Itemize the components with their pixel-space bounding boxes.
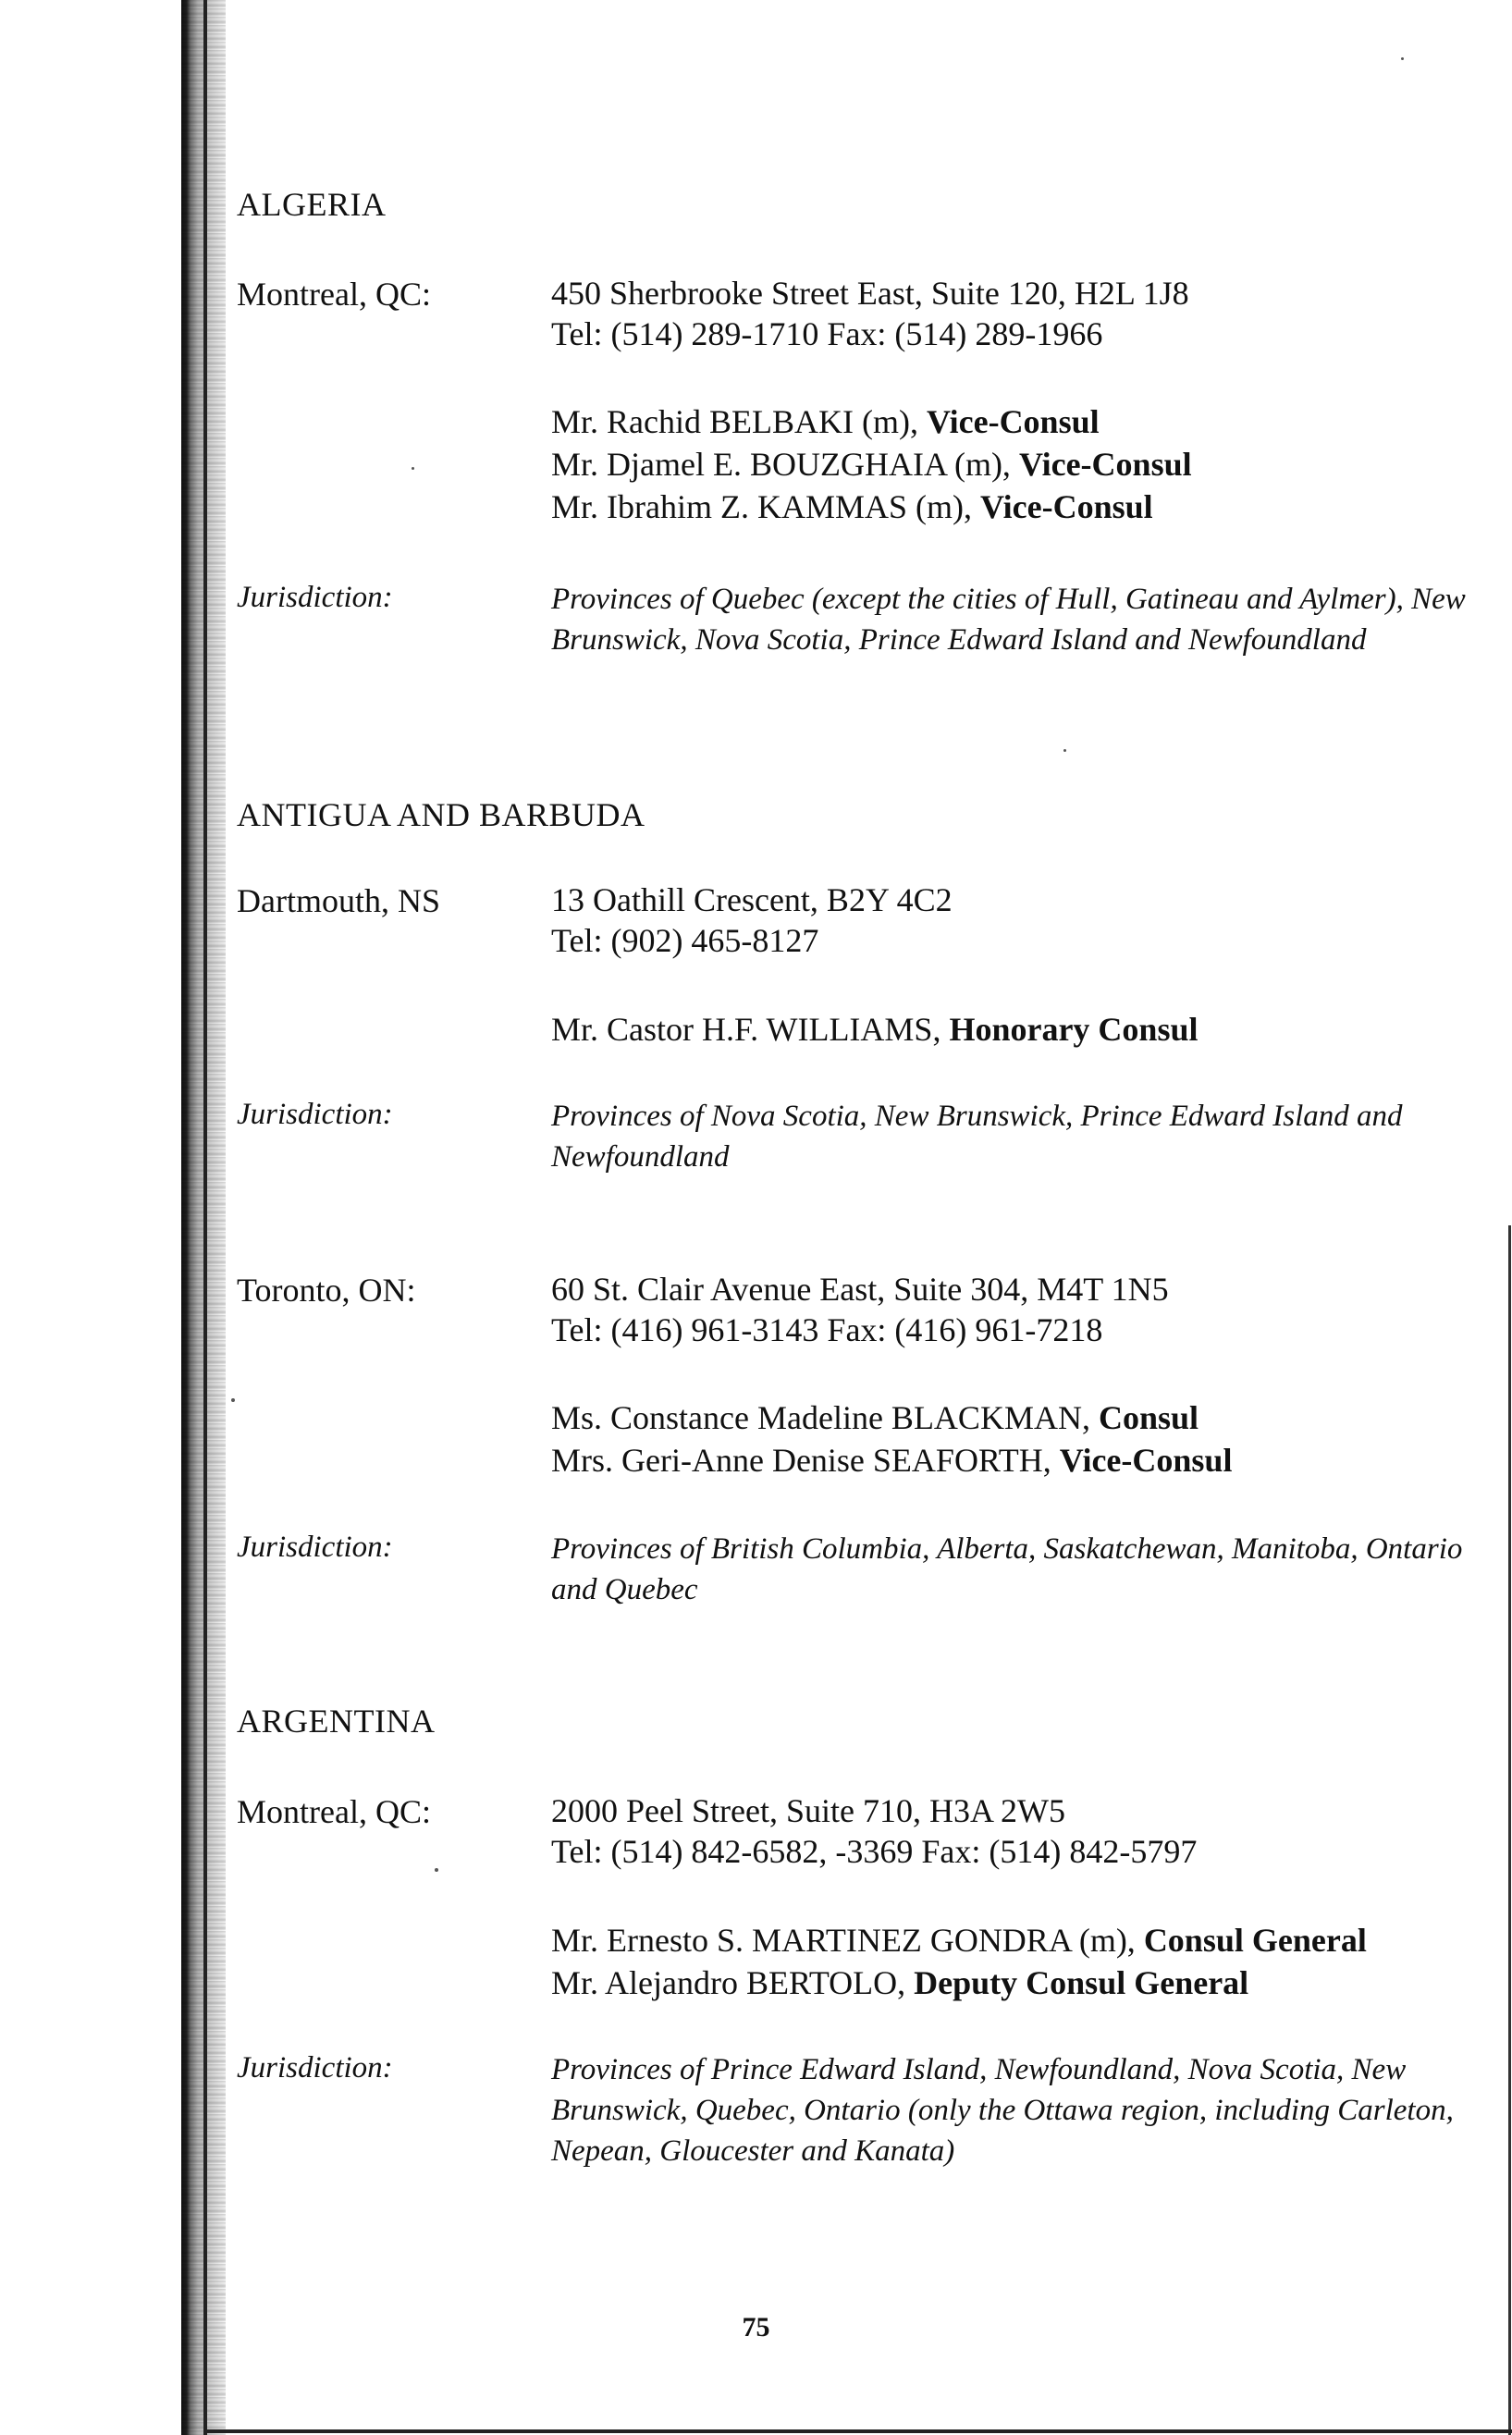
staff-name: Mr. Alejandro BERTOLO, bbox=[551, 1964, 906, 2001]
country-heading-algeria: ALGERIA bbox=[237, 186, 387, 223]
jurisdiction-text: Provinces of Prince Edward Island, Newfoundland, Nova Scotia, New Brunswick, Quebec, Ontario (only the Ottawa region, including Carleton, Nepean, Gloucester and Kanata) bbox=[551, 2053, 1454, 2168]
staff-name: Mr. Rachid BELBAKI (m), bbox=[551, 403, 918, 440]
jurisdiction-text: Provinces of Nova Scotia, New Brunswick, Prince Edward Island and Newfoundland bbox=[551, 1100, 1403, 1174]
staff-entry bbox=[551, 1396, 1232, 1439]
staff-title: Consul bbox=[1098, 1399, 1199, 1436]
staff-entry bbox=[551, 1962, 1367, 2004]
binding-rule bbox=[203, 0, 207, 2435]
staff-entry bbox=[551, 1439, 1232, 1482]
staff-title: Vice-Consul bbox=[926, 403, 1100, 440]
staff-name: Mrs. Geri-Anne Denise SEAFORTH, bbox=[551, 1442, 1051, 1479]
staff-entry bbox=[551, 486, 1192, 528]
jurisdiction-label: Jurisdiction: bbox=[237, 2051, 393, 2085]
address-line: 2000 Peel Street, Suite 710, H3A 2W5 bbox=[551, 1792, 1065, 1829]
page-number: 75 bbox=[742, 2312, 770, 2343]
scan-speck bbox=[435, 1868, 438, 1872]
staff-entry bbox=[551, 400, 1192, 443]
phone-line: Tel: (514) 842-6582, -3369 Fax: (514) 842-5797 bbox=[551, 1833, 1198, 1870]
staff-entry bbox=[551, 1919, 1367, 1962]
office-staff bbox=[551, 1919, 1367, 2004]
staff-title: Vice-Consul bbox=[1059, 1442, 1233, 1479]
office-staff bbox=[551, 400, 1192, 528]
staff-name: Ms. Constance Madeline BLACKMAN, bbox=[551, 1399, 1090, 1436]
bottom-edge-rule bbox=[203, 2429, 1512, 2433]
office-location: Dartmouth, NS bbox=[237, 882, 440, 919]
staff-title: Vice-Consul bbox=[979, 488, 1153, 525]
scan-speck bbox=[231, 1398, 235, 1402]
office-address bbox=[551, 1269, 1169, 1350]
staff-entry bbox=[551, 1008, 1199, 1051]
staff-title: Honorary Consul bbox=[949, 1011, 1199, 1048]
country-heading-antigua: ANTIGUA AND BARBUDA bbox=[237, 796, 645, 833]
staff-name: Mr. Ernesto S. MARTINEZ GONDRA (m), bbox=[551, 1922, 1136, 1959]
staff-name: Mr. Ibrahim Z. KAMMAS (m), bbox=[551, 488, 972, 525]
staff-title: Vice-Consul bbox=[1018, 446, 1192, 483]
office-location: Toronto, ON: bbox=[237, 1272, 416, 1309]
staff-entry bbox=[551, 443, 1192, 486]
jurisdiction-label: Jurisdiction: bbox=[237, 581, 393, 614]
office-address bbox=[551, 1790, 1197, 1872]
scan-speck bbox=[1401, 57, 1404, 60]
staff-title: Consul General bbox=[1143, 1922, 1367, 1959]
country-heading-argentina: ARGENTINA bbox=[237, 1703, 436, 1740]
staff-name: Mr. Castor H.F. WILLIAMS, bbox=[551, 1011, 941, 1048]
office-address bbox=[551, 879, 953, 961]
phone-line: Tel: (902) 465-8127 bbox=[551, 922, 819, 959]
office-location: Montreal, QC: bbox=[237, 1793, 431, 1830]
office-staff bbox=[551, 1396, 1232, 1482]
jurisdiction-text: Provinces of Quebec (except the cities of Hull, Gatineau and Aylmer), New Brunswick, Nova Scotia, Prince Edward Island and Newfoundland bbox=[551, 583, 1466, 657]
office-location: Montreal, QC: bbox=[237, 276, 431, 313]
jurisdiction-text: Provinces of British Columbia, Alberta, Saskatchewan, Manitoba, Ontario and Quebec bbox=[551, 1532, 1463, 1606]
office-address bbox=[551, 273, 1189, 354]
jurisdiction-label: Jurisdiction: bbox=[237, 1531, 393, 1564]
phone-line: Tel: (416) 961-3143 Fax: (416) 961-7218 bbox=[551, 1311, 1103, 1348]
office-staff bbox=[551, 1008, 1199, 1051]
scan-speck bbox=[1063, 749, 1066, 752]
jurisdiction-label: Jurisdiction: bbox=[237, 1098, 393, 1131]
phone-line: Tel: (514) 289-1710 Fax: (514) 289-1966 bbox=[551, 315, 1103, 352]
address-line: 60 St. Clair Avenue East, Suite 304, M4T 1N5 bbox=[551, 1271, 1169, 1308]
scan-speck bbox=[412, 467, 414, 470]
right-edge-rule bbox=[1508, 1225, 1511, 2435]
address-line: 13 Oathill Crescent, B2Y 4C2 bbox=[551, 881, 953, 918]
staff-title: Deputy Consul General bbox=[914, 1964, 1249, 2001]
staff-name: Mr. Djamel E. BOUZGHAIA (m), bbox=[551, 446, 1011, 483]
address-line: 450 Sherbrooke Street East, Suite 120, H2L 1J8 bbox=[551, 275, 1189, 312]
